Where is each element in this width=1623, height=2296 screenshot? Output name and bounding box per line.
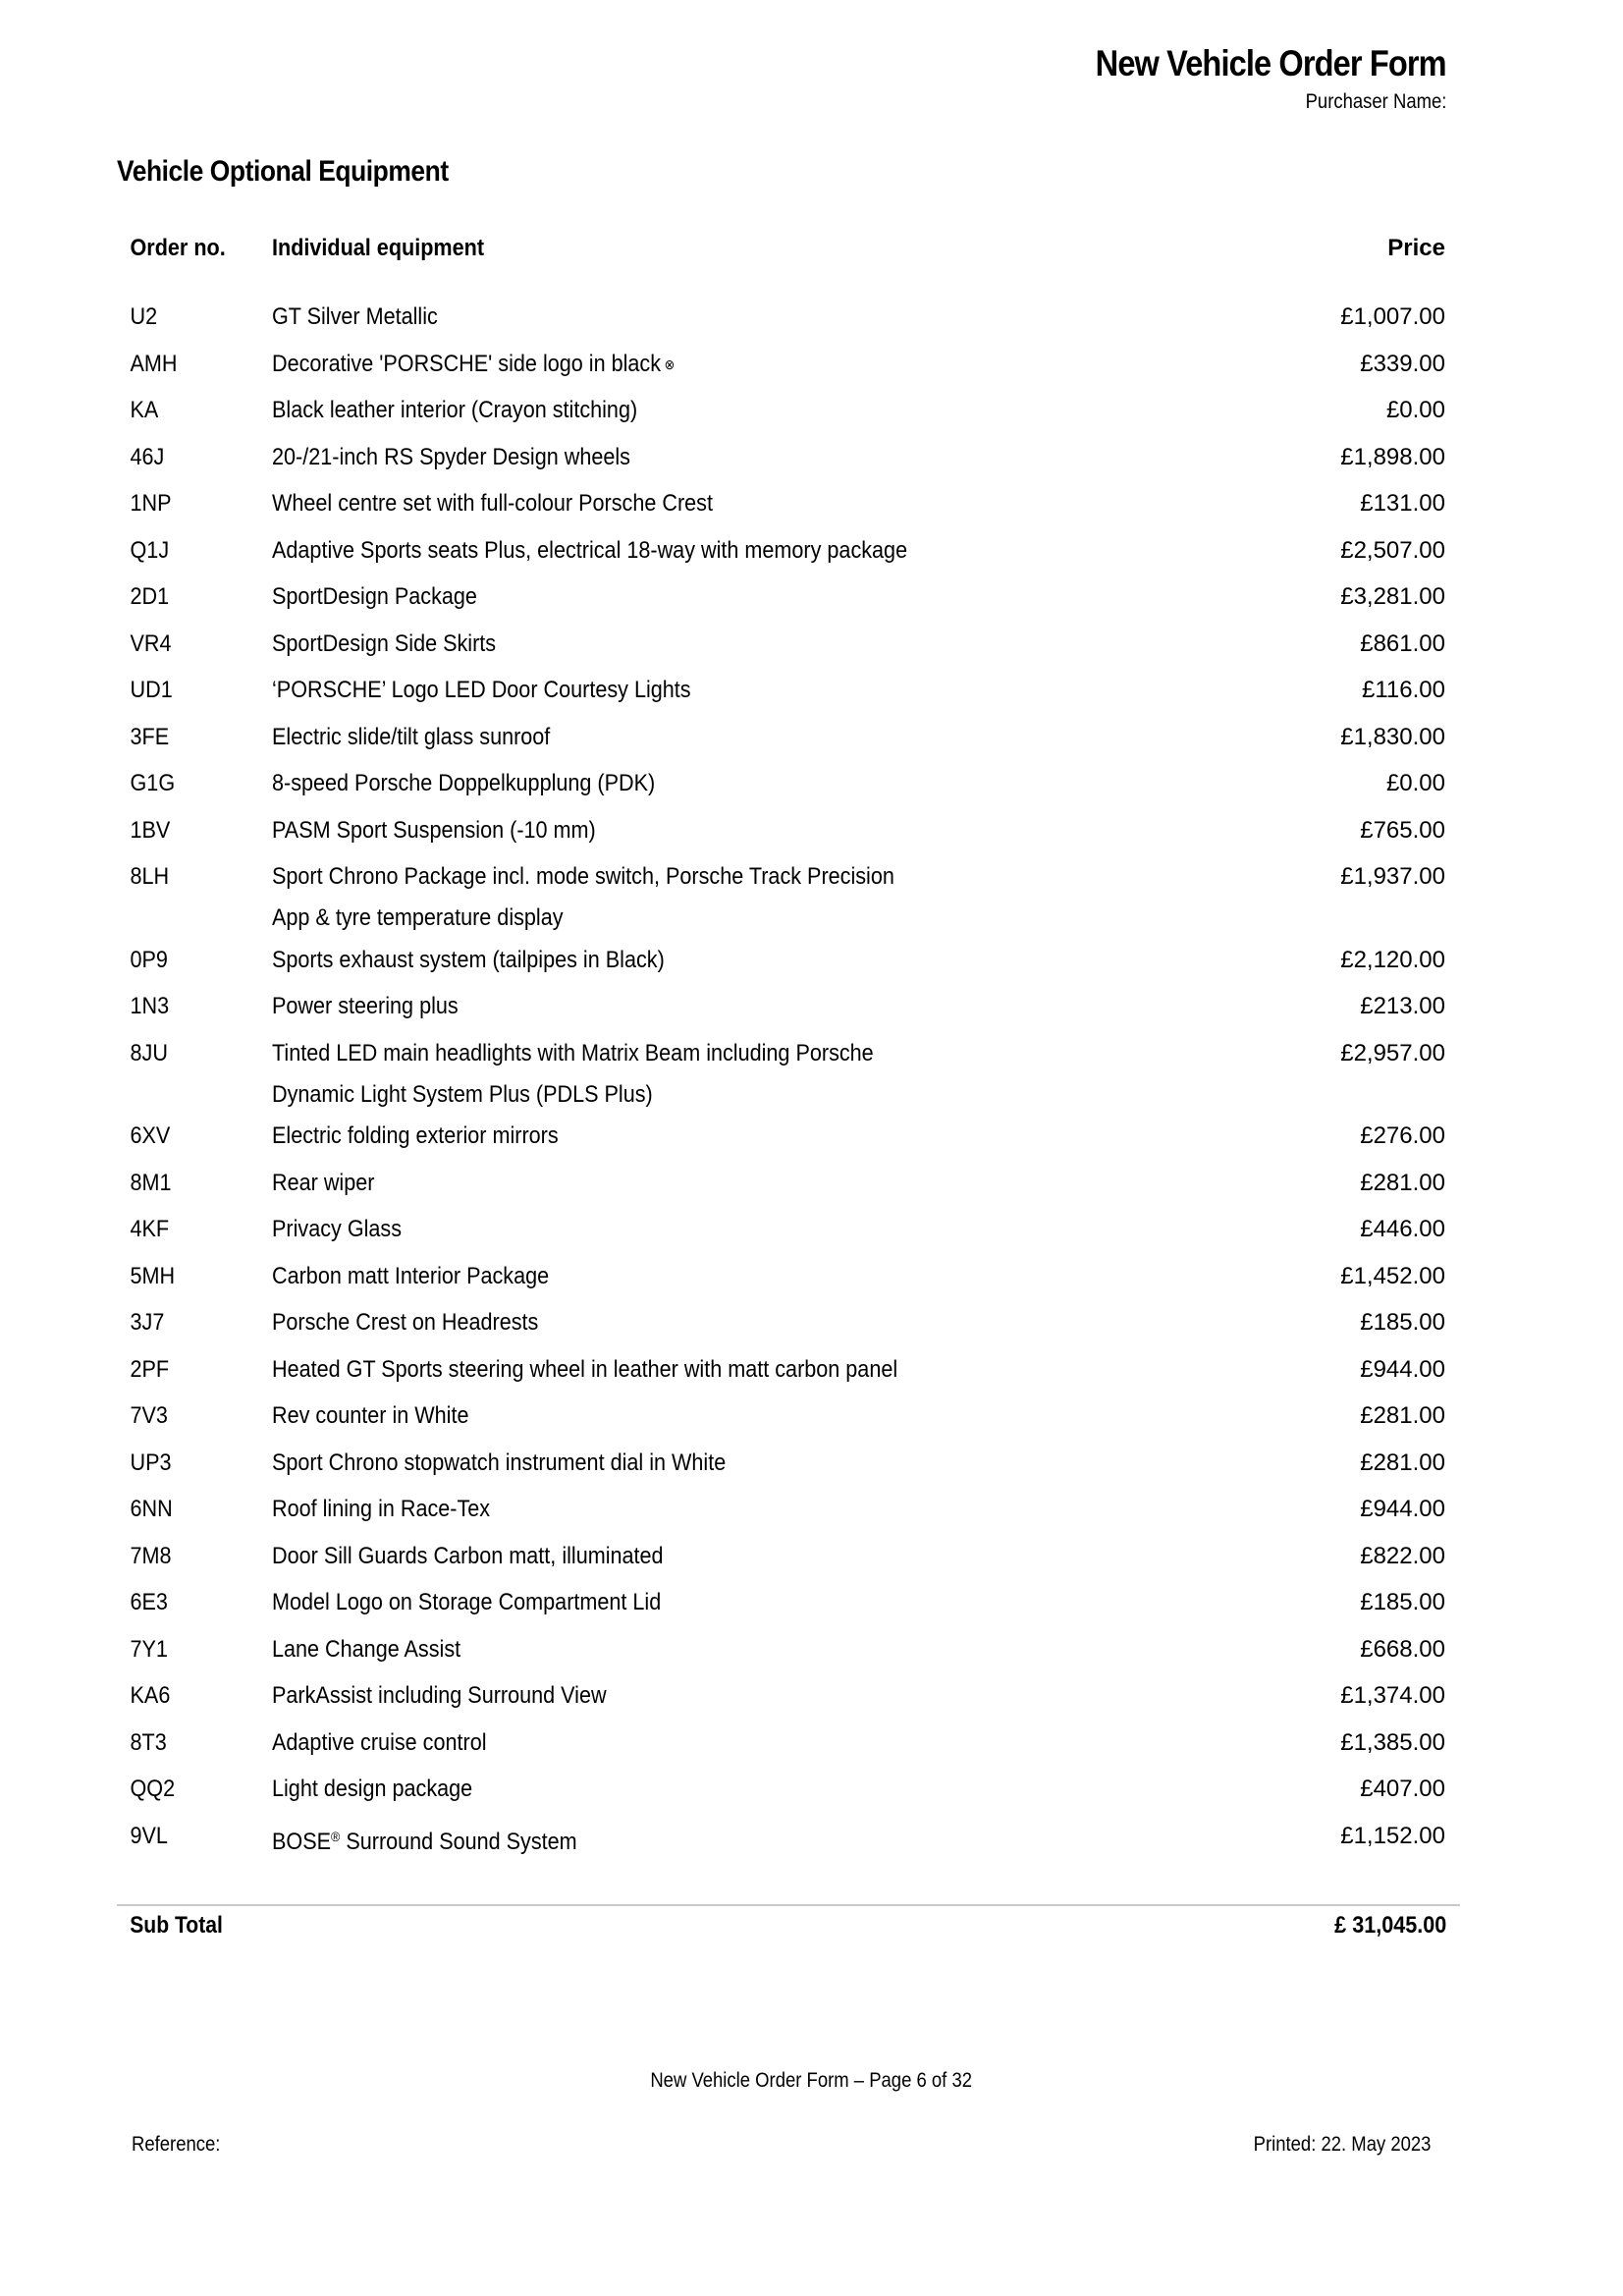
footer-reference-label: Reference: bbox=[132, 2133, 221, 2156]
order-code: G1G bbox=[130, 770, 176, 796]
equipment-description bbox=[272, 670, 1156, 711]
equipment-description bbox=[272, 530, 1156, 572]
order-code: 9VL bbox=[130, 1822, 168, 1849]
equipment-description bbox=[272, 1209, 1156, 1250]
description-text: 20-/21-inch RS Spyder Design wheels bbox=[272, 443, 630, 470]
equipment-description bbox=[272, 1349, 1156, 1391]
table-row bbox=[117, 624, 1460, 671]
equipment-description bbox=[272, 576, 1156, 618]
table-row bbox=[117, 390, 1460, 437]
order-code: 46J bbox=[130, 443, 165, 470]
equipment-description bbox=[272, 1629, 1156, 1670]
description-text: BOSE bbox=[272, 1828, 332, 1855]
order-code: 5MH bbox=[130, 1262, 176, 1289]
order-code: 8T3 bbox=[130, 1728, 167, 1756]
description-text: Adaptive Sports seats Plus, electrical 18-way with memory package bbox=[272, 536, 908, 564]
description-text: Electric folding exterior mirrors bbox=[272, 1122, 559, 1149]
equipment-price: £116.00 bbox=[1362, 677, 1445, 703]
description-text-rest: Surround Sound System bbox=[340, 1828, 577, 1855]
equipment-price: £861.00 bbox=[1360, 629, 1445, 657]
table-row bbox=[117, 1629, 1460, 1676]
order-code: 2D1 bbox=[130, 583, 170, 610]
description-text: ParkAssist including Surround View bbox=[272, 1682, 607, 1709]
table-row bbox=[117, 530, 1460, 577]
description-text: PASM Sport Suspension (-10 mm) bbox=[272, 816, 596, 844]
description-text: Light design package bbox=[272, 1776, 473, 1802]
equipment-price: £1,374.00 bbox=[1340, 1682, 1445, 1709]
circled-x-icon: ⊗ bbox=[664, 355, 676, 372]
order-code: 6XV bbox=[130, 1122, 171, 1149]
equipment-price: £1,830.00 bbox=[1340, 723, 1445, 750]
order-code: 7Y1 bbox=[130, 1635, 168, 1663]
description-text: SportDesign Side Skirts bbox=[272, 629, 497, 657]
equipment-price: £1,385.00 bbox=[1340, 1728, 1445, 1756]
equipment-description bbox=[272, 1816, 1156, 1863]
table-row bbox=[117, 986, 1460, 1033]
description-text: GT Silver Metallic bbox=[272, 303, 438, 330]
equipment-price: £3,281.00 bbox=[1340, 583, 1445, 610]
description-text: Wheel centre set with full-colour Porsche Crest bbox=[272, 490, 713, 517]
description-text: Power steering plus bbox=[272, 993, 459, 1019]
table-header-row bbox=[117, 228, 1460, 297]
equipment-description bbox=[272, 1033, 1156, 1116]
column-header-order-no: Order no. bbox=[130, 235, 226, 261]
equipment-description bbox=[272, 1489, 1156, 1530]
order-code: 1NP bbox=[130, 490, 172, 517]
equipment-price: £944.00 bbox=[1360, 1496, 1445, 1522]
equipment-description bbox=[272, 1163, 1156, 1204]
table-row bbox=[117, 810, 1460, 857]
description-text: Black leather interior (Crayon stitching) bbox=[272, 397, 638, 423]
order-code: 2PF bbox=[130, 1355, 170, 1383]
description-text: Door Sill Guards Carbon matt, illuminated bbox=[272, 1542, 664, 1569]
table-row bbox=[117, 1033, 1460, 1116]
description-text: 8-speed Porsche Doppelkupplung (PDK) bbox=[272, 770, 656, 796]
table-row bbox=[117, 940, 1460, 987]
footer-page-number: New Vehicle Order Form – Page 6 of 32 bbox=[650, 2069, 973, 2092]
equipment-price: £339.00 bbox=[1360, 350, 1445, 377]
description-text: Carbon matt Interior Package bbox=[272, 1262, 550, 1289]
description-text: ‘PORSCHE’ Logo LED Door Courtesy Lights bbox=[272, 677, 691, 703]
description-text: SportDesign Package bbox=[272, 583, 477, 610]
equipment-price: £446.00 bbox=[1360, 1216, 1445, 1242]
equipment-description bbox=[272, 856, 1156, 939]
table-row bbox=[117, 1302, 1460, 1349]
equipment-price: £281.00 bbox=[1360, 1449, 1445, 1476]
table-row bbox=[117, 576, 1460, 624]
order-code: 3J7 bbox=[130, 1309, 165, 1336]
description-text: Porsche Crest on Headrests bbox=[272, 1309, 539, 1336]
equipment-description bbox=[272, 297, 1156, 338]
description-text: Rear wiper bbox=[272, 1169, 375, 1196]
table-row bbox=[117, 437, 1460, 484]
order-code: AMH bbox=[130, 350, 178, 377]
equipment-description bbox=[272, 483, 1156, 524]
equipment-price: £668.00 bbox=[1360, 1635, 1445, 1663]
equipment-price: £407.00 bbox=[1360, 1776, 1445, 1802]
equipment-description bbox=[272, 1256, 1156, 1297]
equipment-description bbox=[272, 344, 1156, 385]
equipment-description bbox=[272, 717, 1156, 758]
description-text: Electric slide/tilt glass sunroof bbox=[272, 723, 551, 750]
footer-printed-date: Printed: 22. May 2023 bbox=[1253, 2133, 1431, 2156]
equipment-description bbox=[272, 810, 1156, 851]
equipment-price: £1,452.00 bbox=[1340, 1262, 1445, 1289]
order-code: 4KF bbox=[130, 1216, 170, 1242]
subtotal-label: Sub Total bbox=[130, 1912, 223, 1939]
order-code: 1N3 bbox=[130, 993, 170, 1019]
equipment-price: £131.00 bbox=[1360, 490, 1445, 517]
order-code: Q1J bbox=[130, 536, 170, 564]
equipment-price: £185.00 bbox=[1360, 1589, 1445, 1615]
table-row bbox=[117, 1163, 1460, 1210]
table-row bbox=[117, 1536, 1460, 1583]
table-row bbox=[117, 1769, 1460, 1816]
order-code: 1BV bbox=[130, 816, 171, 844]
table-row bbox=[117, 670, 1460, 717]
description-text: Model Logo on Storage Compartment Lid bbox=[272, 1589, 662, 1615]
equipment-description bbox=[272, 437, 1156, 478]
table-row bbox=[117, 1443, 1460, 1490]
subtotal-value: £ 31,045.00 bbox=[1334, 1912, 1447, 1939]
equipment-description bbox=[272, 1443, 1156, 1484]
equipment-description bbox=[272, 940, 1156, 981]
order-code: 3FE bbox=[130, 723, 170, 750]
order-code: 8JU bbox=[130, 1039, 168, 1066]
equipment-price: £185.00 bbox=[1360, 1309, 1445, 1336]
order-code: 0P9 bbox=[130, 946, 168, 973]
order-code: U2 bbox=[130, 303, 158, 330]
order-code: KA bbox=[130, 397, 159, 423]
table-row bbox=[117, 297, 1460, 344]
equipment-description bbox=[272, 624, 1156, 665]
description-text: Tinted LED main headlights with Matrix Beam including Porsche Dynamic Light System Plus (PDLS Plus) bbox=[272, 1039, 874, 1108]
order-code: VR4 bbox=[130, 629, 172, 657]
table-row bbox=[117, 1816, 1460, 1863]
table-row bbox=[117, 1209, 1460, 1256]
section-title: Vehicle Optional Equipment bbox=[117, 155, 449, 188]
equipment-price: £1,007.00 bbox=[1340, 303, 1445, 330]
order-code: 8LH bbox=[130, 863, 170, 890]
purchaser-name-label: Purchaser Name: bbox=[1305, 90, 1446, 113]
equipment-price: £0.00 bbox=[1385, 397, 1445, 423]
equipment-description bbox=[272, 1675, 1156, 1717]
equipment-price: £2,507.00 bbox=[1340, 536, 1445, 564]
equipment-description bbox=[272, 1395, 1156, 1437]
equipment-description bbox=[272, 1722, 1156, 1764]
page-title: New Vehicle Order Form bbox=[1095, 43, 1446, 83]
equipment-price: £944.00 bbox=[1360, 1355, 1445, 1383]
equipment-price: £2,957.00 bbox=[1340, 1039, 1445, 1066]
order-code: KA6 bbox=[130, 1682, 171, 1709]
equipment-price: £2,120.00 bbox=[1340, 946, 1445, 973]
order-code: 6NN bbox=[130, 1496, 173, 1522]
equipment-price: £276.00 bbox=[1360, 1122, 1445, 1149]
description-text: Adaptive cruise control bbox=[272, 1728, 487, 1756]
description-text: Roof lining in Race-Tex bbox=[272, 1496, 491, 1522]
equipment-price: £281.00 bbox=[1360, 1169, 1445, 1196]
equipment-price: £1,898.00 bbox=[1340, 443, 1445, 470]
equipment-description bbox=[272, 1769, 1156, 1810]
order-code: 6E3 bbox=[130, 1589, 168, 1615]
description-text: Sport Chrono stopwatch instrument dial in White bbox=[272, 1449, 727, 1476]
description-text: Rev counter in White bbox=[272, 1402, 469, 1429]
equipment-description bbox=[272, 763, 1156, 804]
table-row bbox=[117, 483, 1460, 530]
equipment-description bbox=[272, 1302, 1156, 1343]
table-row bbox=[117, 1256, 1460, 1303]
equipment-table bbox=[117, 228, 1460, 1855]
table-row bbox=[117, 1582, 1460, 1629]
equipment-price: £0.00 bbox=[1385, 770, 1445, 796]
description-text: Sports exhaust system (tailpipes in Black) bbox=[272, 946, 665, 973]
order-code: UD1 bbox=[130, 677, 173, 703]
table-row bbox=[117, 1675, 1460, 1722]
table-row bbox=[117, 1395, 1460, 1443]
description-text: Decorative 'PORSCHE' side logo in black bbox=[272, 350, 662, 377]
column-header-price: Price bbox=[1387, 235, 1445, 261]
equipment-description bbox=[272, 390, 1156, 431]
table-row bbox=[117, 1722, 1460, 1770]
order-code: 8M1 bbox=[130, 1169, 172, 1196]
table-row bbox=[117, 763, 1460, 810]
table-row bbox=[117, 717, 1460, 764]
table-row bbox=[117, 344, 1460, 391]
equipment-price: £765.00 bbox=[1360, 816, 1445, 844]
table-row bbox=[117, 856, 1460, 939]
order-code: UP3 bbox=[130, 1449, 172, 1476]
equipment-description bbox=[272, 1116, 1156, 1157]
description-text: Sport Chrono Package incl. mode switch, Porsche Track Precision App & tyre temperature display bbox=[272, 863, 894, 931]
equipment-description bbox=[272, 1536, 1156, 1577]
order-code: QQ2 bbox=[130, 1776, 176, 1802]
description-text: Heated GT Sports steering wheel in leather with matt carbon panel bbox=[272, 1355, 898, 1383]
table-row bbox=[117, 1489, 1460, 1536]
equipment-price: £1,937.00 bbox=[1340, 863, 1445, 890]
description-text: Lane Change Assist bbox=[272, 1635, 461, 1663]
equipment-price: £213.00 bbox=[1360, 993, 1445, 1019]
equipment-price: £281.00 bbox=[1360, 1402, 1445, 1429]
equipment-description bbox=[272, 986, 1156, 1027]
equipment-price: £822.00 bbox=[1360, 1542, 1445, 1569]
table-row bbox=[117, 1349, 1460, 1396]
equipment-price: £1,152.00 bbox=[1340, 1822, 1445, 1849]
order-code: 7V3 bbox=[130, 1402, 168, 1429]
subtotal-row bbox=[117, 1905, 1460, 1946]
table-row bbox=[117, 1116, 1460, 1163]
column-header-equipment: Individual equipment bbox=[272, 235, 485, 261]
description-text: Privacy Glass bbox=[272, 1216, 403, 1242]
order-code: 7M8 bbox=[130, 1542, 172, 1569]
registered-trademark-mark: ® bbox=[331, 1828, 341, 1844]
equipment-description bbox=[272, 1582, 1156, 1623]
